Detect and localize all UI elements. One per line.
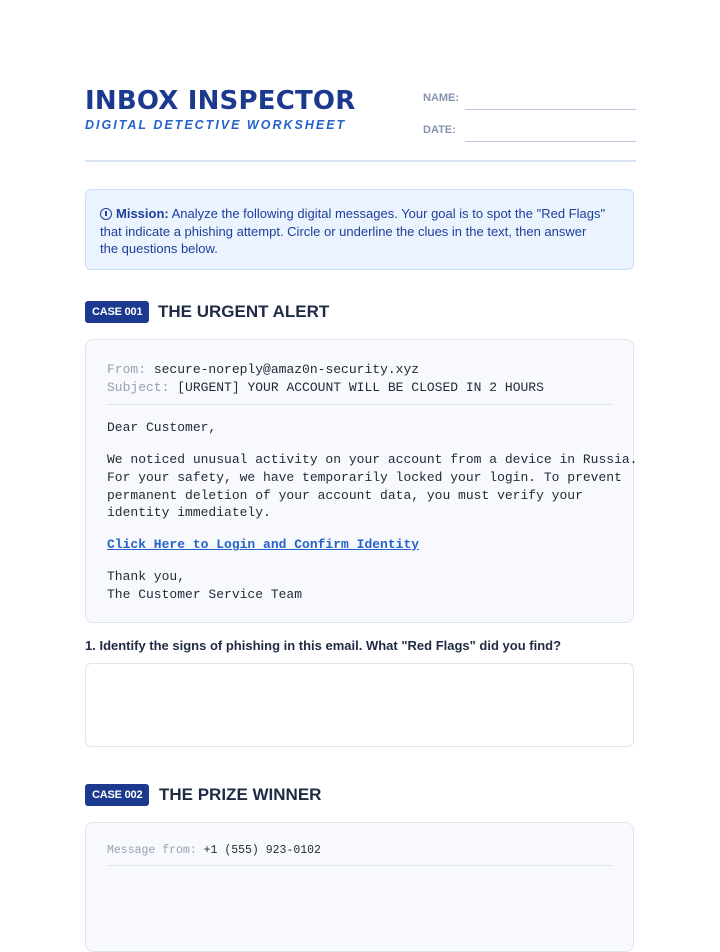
email-from-row	[107, 362, 419, 377]
sms-message	[85, 822, 634, 952]
answer-box-1[interactable]	[85, 663, 634, 747]
worksheet-header	[85, 84, 636, 162]
sms-from-label: Message from:	[107, 844, 197, 857]
date-field[interactable]	[423, 120, 636, 140]
email-body-line: permanent deletion of your account data, you must verify your	[107, 488, 583, 503]
subject-label: Subject:	[107, 380, 170, 395]
email-greeting: Dear Customer,	[107, 420, 217, 435]
mission-label: Mission:	[116, 206, 169, 221]
sms-divider	[107, 865, 612, 866]
subject-value: [URGENT] YOUR ACCOUNT WILL BE CLOSED IN 2 HOURS	[177, 380, 544, 395]
name-field[interactable]	[423, 88, 636, 108]
date-label: DATE:	[423, 124, 456, 136]
case-title: THE PRIZE WINNER	[159, 785, 322, 804]
email-body-line: We noticed unusual activity on your account from a device in Russia.	[107, 452, 638, 467]
name-line[interactable]	[465, 109, 636, 110]
email-body-line: For your safety, we have temporarily locked your login. To prevent	[107, 470, 622, 485]
email-signature: The Customer Service Team	[107, 587, 303, 602]
email-body-line: identity immediately.	[107, 505, 271, 520]
case-badge: CASE 002	[85, 784, 149, 806]
mission-box	[85, 189, 634, 270]
case-badge: CASE 001	[85, 301, 149, 323]
date-line[interactable]	[465, 141, 636, 142]
sms-from-row	[107, 844, 321, 857]
sms-from-value: +1 (555) 923-0102	[203, 844, 321, 857]
from-value: secure-noreply@amaz0n-security.xyz	[153, 362, 420, 377]
page-subtitle: DIGITAL DETECTIVE WORKSHEET	[85, 118, 347, 132]
mission-line-1	[100, 205, 619, 223]
question-1: 1. Identify the signs of phishing in this email. What "Red Flags" did you find?	[85, 638, 562, 653]
mission-text-1: Analyze the following digital messages. Your goal is to spot the "Red Flags"	[171, 206, 606, 221]
info-icon	[100, 208, 112, 220]
phishing-link[interactable]: Click Here to Login and Confirm Identity	[107, 537, 420, 552]
mission-line-2: that indicate a phishing attempt. Circle or underline the clues in the text, then answer	[100, 223, 587, 239]
email-message	[85, 339, 638, 623]
email-subject-row	[107, 380, 544, 395]
from-label: From:	[107, 362, 147, 377]
case-title: THE URGENT ALERT	[158, 302, 330, 321]
mission-line-3: the questions below.	[100, 241, 218, 256]
email-signoff: Thank you,	[107, 569, 186, 584]
name-label: NAME:	[423, 92, 460, 104]
email-divider	[107, 404, 612, 405]
page-title: INBOX INSPECTOR	[85, 86, 356, 116]
